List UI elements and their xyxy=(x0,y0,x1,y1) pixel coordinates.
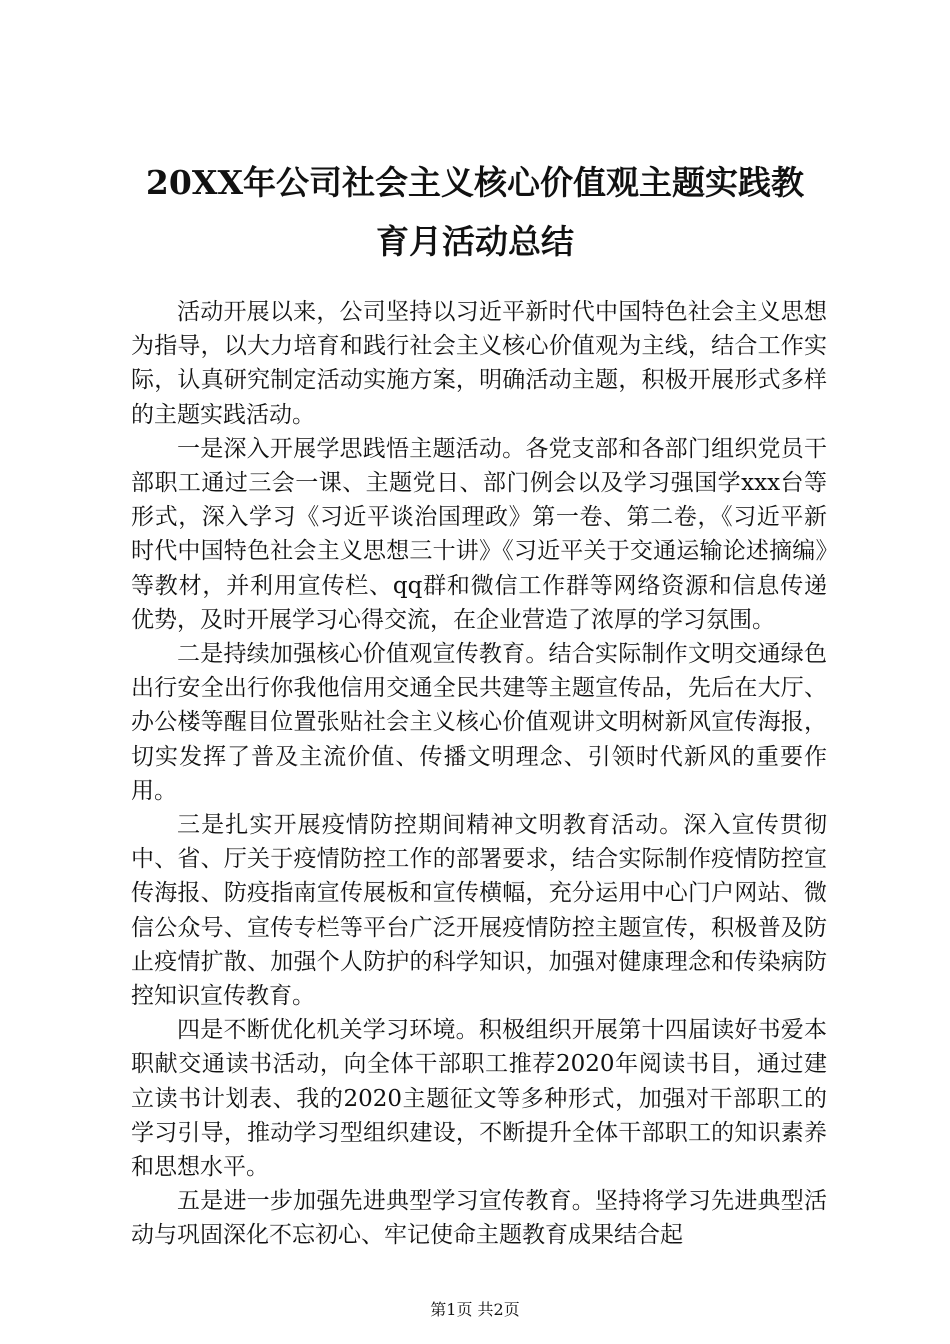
paragraph-1: 一是深入开展学思践悟主题活动。各党支部和各部门组织党员干部职工通过三会一课、主题党日、部门例会以及学习强国学xxx台等形式，深入学习《习近平谈治国理政》第一卷、第二卷，《习近平新时代中国特色社会主义思想三十讲》《习近平关于交通运输论述摘编》等教材，并利用宣传栏、qq群和微信工作群等网络资源和信息传递优势，及时开展学习心得交流，在企业营造了浓厚的学习氛围。 xyxy=(131,435,827,633)
paragraph-intro: 活动开展以来，公司坚持以习近平新时代中国特色社会主义思想为指导，以大力培育和践行社会主义核心价值观为主线，结合工作实际，认真研究制定活动实施方案，明确活动主题，积极开展形式多样的主题实践活动。 xyxy=(131,299,827,428)
page-number-footer: 第1页 共2页 xyxy=(430,1300,520,1319)
document-title-line-2: 育月活动总结 xyxy=(376,222,574,261)
document-body xyxy=(131,295,827,1253)
paragraph-3: 三是扎实开展疫情防控期间精神文明教育活动。深入宣传贯彻中、省、厅关于疫情防控工作的部署要求，结合实际制作疫情防控宣传海报、防疫指南宣传展板和宣传横幅，充分运用中心门户网站、微信公众号、宣传专栏等平台广泛开展疫情防控主题宣传，积极普及防止疫情扩散、加强个人防护的科学知识，加强对健康理念和传染病防控知识宣传教育。 xyxy=(131,812,827,1010)
paragraph-2: 二是持续加强核心价值观宣传教育。结合实际制作文明交通绿色出行安全出行你我他信用交通全民共建等主题宣传品，先后在大厅、办公楼等醒目位置张贴社会主义核心价值观讲文明树新风宣传海报，切实发挥了普及主流价值、传播文明理念、引领时代新风的重要作用。 xyxy=(131,641,827,804)
document-title-line-1: 20XX年公司社会主义核心价值观主题实践教 xyxy=(145,163,805,202)
paragraph-5: 五是进一步加强先进典型学习宣传教育。坚持将学习先进典型活动与巩固深化不忘初心、牢记使命主题教育成果结合起 xyxy=(131,1188,827,1249)
paragraph-4: 四是不断优化机关学习环境。积极组织开展第十四届读好书爱本职献交通读书活动，向全体干部职工推荐2020年阅读书目，通过建立读书计划表、我的2020主题征文等多种形式，加强对干部职工的学习引导，推动学习型组织建设，不断提升全体干部职工的知识素养和思想水平。 xyxy=(131,1017,827,1181)
